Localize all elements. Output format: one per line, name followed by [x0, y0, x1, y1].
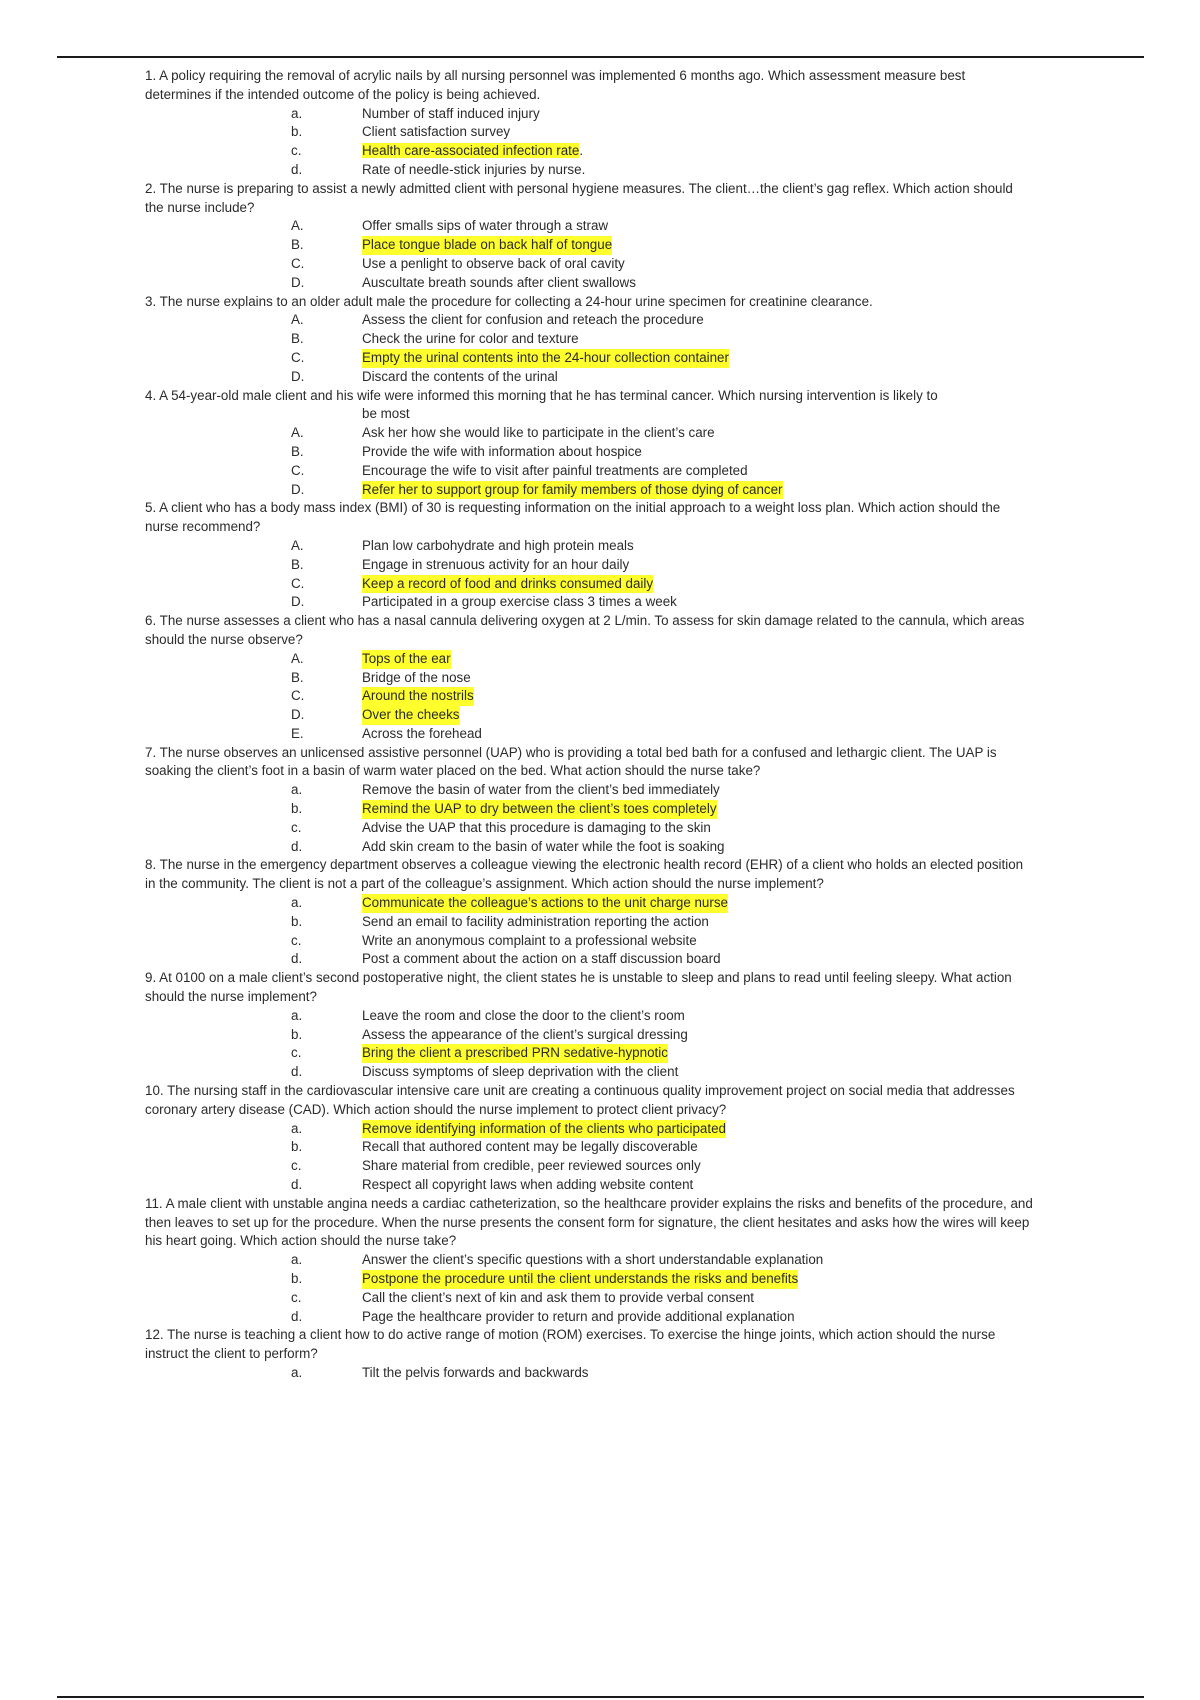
answer-option — [145, 575, 1035, 594]
option-text: Assess the client for confusion and reteach the procedure — [362, 312, 704, 328]
question-stem — [145, 744, 1035, 782]
option-letter: c. — [291, 932, 302, 948]
question-text: The nursing staff in the cardiovascular intensive care unit are creating a continuous quality improvement project on social media that addresses coronary artery disease (CAD). Which action should the nurse implement to protect client privacy? — [145, 1083, 1015, 1117]
option-letter: b. — [291, 913, 303, 929]
answer-option — [145, 1120, 1035, 1139]
option-letter: A. — [291, 650, 304, 666]
answer-option — [145, 1176, 1035, 1195]
question-text: The nurse assesses a client who has a nasal cannula delivering oxygen at 2 L/min. To assess for skin damage related to the cannula, which areas should the nurse observe? — [145, 613, 1025, 647]
question-text: A male client with unstable angina needs a cardiac catheterization, so the healthcare provider explains the risks and benefits of the procedure, and then leaves to set up for the procedure. When the nurse presents the consent form for signature, the client hesitates and asks how the wires will keep his heart going. Which action should the nurse take? — [145, 1195, 1033, 1249]
option-text-highlighted: Remind the UAP to dry between the client’s toes completely — [362, 800, 717, 819]
option-text: Encourage the wife to visit after painful treatments are completed — [362, 462, 748, 478]
option-highlight: Health care-associated infection rate — [362, 143, 580, 159]
option-letter: B. — [291, 556, 304, 572]
question-text: The nurse is preparing to assist a newly admitted client with personal hygiene measures. The client…the client’s gag reflex. Which action should the nurse include? — [145, 180, 1013, 215]
question-text: The nurse explains to an older adult male the procedure for collecting a 24-hour urine specimen for creatinine clearance. — [159, 293, 873, 309]
option-text: Leave the room and close the door to the client’s room — [362, 1007, 685, 1023]
option-letter: c. — [291, 1158, 302, 1174]
option-letter: d. — [291, 1064, 303, 1080]
option-text: Check the urine for color and texture — [362, 331, 579, 347]
answer-option — [145, 161, 1035, 180]
question-number: 2. — [145, 180, 157, 196]
answer-option — [145, 1289, 1035, 1308]
option-letter: a. — [291, 1120, 303, 1136]
question-stem — [145, 1326, 1035, 1364]
question-text: The nurse observes an unlicensed assistive personnel (UAP) who is providing a total bed bath for a confused and lethargic client. The UAP is soaking the client’s foot in a basin of warm water placed on the bed. What action should the nurse take? — [145, 744, 997, 779]
answer-option — [145, 1138, 1035, 1157]
option-letter: C. — [291, 255, 305, 271]
option-text-highlighted: Postpone the procedure until the client understands the risks and benefits — [362, 1270, 798, 1289]
option-letter: C. — [291, 575, 305, 591]
option-text: Discard the contents of the urinal — [362, 368, 558, 384]
question-text-continuation: be most — [362, 406, 410, 422]
option-text: Offer smalls sips of water through a straw — [362, 218, 609, 234]
question-number: 11. — [145, 1195, 163, 1211]
option-text-highlighted: Over the cheeks — [362, 706, 460, 725]
option-suffix: . — [579, 143, 584, 159]
answer-option — [145, 537, 1035, 556]
answer-option — [145, 650, 1035, 669]
question-number: 3. — [145, 293, 157, 309]
option-letter: d. — [291, 1308, 303, 1324]
option-text-highlighted: Keep a record of food and drinks consumed daily — [362, 575, 653, 594]
option-text: Ask her how she would like to participate in the client’s care — [362, 425, 715, 441]
answer-option — [145, 1270, 1035, 1289]
question-9 — [145, 969, 1035, 1082]
option-text: Client satisfaction survey — [362, 124, 511, 140]
option-text-highlighted: Around the nostrils — [362, 687, 474, 706]
question-5 — [145, 499, 1035, 612]
option-letter: a. — [291, 105, 303, 121]
answer-option — [145, 1063, 1035, 1082]
question-1 — [145, 67, 1035, 180]
option-text: Discuss symptoms of sleep deprivation with the client — [362, 1064, 679, 1080]
option-letter: d. — [291, 161, 303, 177]
question-stem — [145, 387, 1035, 406]
option-text: Advise the UAP that this procedure is damaging to the skin — [362, 819, 711, 835]
question-stem — [145, 180, 1035, 218]
answer-option — [145, 1026, 1035, 1045]
question-number: 6. — [145, 613, 157, 629]
option-text: Use a penlight to observe back of oral cavity — [362, 255, 625, 271]
question-2 — [145, 180, 1035, 293]
option-text: Answer the client’s specific questions with a short understandable explanation — [362, 1252, 824, 1268]
answer-option — [145, 687, 1035, 706]
option-letter: c. — [291, 1045, 302, 1061]
answer-option — [145, 932, 1035, 951]
answer-option — [145, 950, 1035, 969]
option-text-highlighted: Bring the client a prescribed PRN sedative-hypnotic — [362, 1044, 668, 1063]
option-letter: a. — [291, 1364, 303, 1380]
answer-option — [145, 330, 1035, 349]
option-letter: D. — [291, 368, 305, 384]
question-number: 10. — [145, 1083, 164, 1099]
answer-option — [145, 236, 1035, 255]
question-number: 12. — [145, 1327, 164, 1343]
question-number: 9. — [145, 970, 157, 986]
document-body — [145, 67, 1035, 1383]
option-text-highlighted: Place tongue blade on back half of tongue — [362, 236, 612, 255]
question-stem — [145, 293, 1035, 312]
answer-option — [145, 142, 1035, 161]
answer-option — [145, 800, 1035, 819]
answer-option — [145, 669, 1035, 688]
option-letter: B. — [291, 237, 304, 253]
option-letter: d. — [291, 838, 303, 854]
question-3 — [145, 293, 1035, 387]
question-stem — [145, 1195, 1035, 1251]
question-stem — [145, 499, 1035, 537]
option-letter: C. — [291, 462, 305, 478]
option-letter: c. — [291, 819, 302, 835]
option-letter: c. — [291, 143, 302, 159]
option-text-highlighted — [362, 142, 583, 161]
answer-option — [145, 217, 1035, 236]
question-10 — [145, 1082, 1035, 1195]
question-number: 5. — [145, 500, 157, 516]
answer-option — [145, 1251, 1035, 1270]
option-text: Participated in a group exercise class 3 times a week — [362, 594, 677, 610]
option-text-highlighted: Empty the urinal contents into the 24-hour collection container — [362, 349, 729, 368]
option-text: Number of staff induced injury — [362, 105, 540, 121]
option-text: Assess the appearance of the client’s surgical dressing — [362, 1026, 688, 1042]
answer-option — [145, 706, 1035, 725]
answer-option — [145, 462, 1035, 481]
answer-option — [145, 311, 1035, 330]
top-rule — [57, 56, 1144, 58]
option-text: Provide the wife with information about hospice — [362, 443, 642, 459]
option-text: Auscultate breath sounds after client swallows — [362, 274, 636, 290]
question-text: The nurse in the emergency department observes a colleague viewing the electronic health record (EHR) of a client who holds an elected position in the community. The client is not a part of the colleague’s assignment. Which action should the nurse implement? — [145, 857, 1024, 892]
option-letter: B. — [291, 443, 304, 459]
option-text: Page the healthcare provider to return and provide additional explanation — [362, 1308, 795, 1324]
answer-option — [145, 1044, 1035, 1063]
question-number: 7. — [145, 744, 157, 760]
answer-option — [145, 913, 1035, 932]
question-text: The nurse is teaching a client how to do active range of motion (ROM) exercises. To exercise the hinge joints, which action should the nurse instruct the client to perform? — [145, 1327, 996, 1362]
option-letter: B. — [291, 669, 304, 685]
question-stem — [145, 67, 1035, 105]
option-text-highlighted: Refer her to support group for family members of those dying of cancer — [362, 481, 783, 500]
question-text: A policy requiring the removal of acrylic nails by all nursing personnel was implemented 6 months ago. Which assessment measure best determines if the intended outcome of the policy is being achieved. — [145, 68, 966, 102]
option-text: Across the forehead — [362, 725, 482, 741]
option-text-highlighted: Remove identifying information of the clients who participated — [362, 1120, 726, 1139]
option-letter: C. — [291, 349, 305, 365]
option-text: Post a comment about the action on a staff discussion board — [362, 951, 721, 967]
question-8 — [145, 856, 1035, 969]
answer-option — [145, 255, 1035, 274]
question-11 — [145, 1195, 1035, 1327]
question-stem — [145, 856, 1035, 894]
option-text: Plan low carbohydrate and high protein meals — [362, 537, 634, 553]
answer-option — [145, 819, 1035, 838]
option-letter: a. — [291, 895, 303, 911]
option-letter: a. — [291, 1007, 303, 1023]
option-letter: C. — [291, 688, 305, 704]
option-text: Add skin cream to the basin of water while the foot is soaking — [362, 838, 725, 854]
option-text-highlighted: Communicate the colleague’s actions to the unit charge nurse — [362, 894, 728, 913]
option-letter: a. — [291, 782, 303, 798]
question-4 — [145, 387, 1035, 500]
option-letter: b. — [291, 801, 303, 817]
option-letter: D. — [291, 274, 305, 290]
option-text: Engage in strenuous activity for an hour daily — [362, 556, 630, 572]
answer-option — [145, 481, 1035, 500]
option-text: Rate of needle-stick injuries by nurse. — [362, 161, 586, 177]
option-text: Call the client’s next of kin and ask them to provide verbal consent — [362, 1289, 755, 1305]
question-7 — [145, 744, 1035, 857]
option-text: Respect all copyright laws when adding website content — [362, 1177, 694, 1193]
answer-option — [145, 424, 1035, 443]
answer-option — [145, 556, 1035, 575]
option-letter: D. — [291, 481, 305, 497]
option-letter: a. — [291, 1252, 303, 1268]
option-text: Tilt the pelvis forwards and backwards — [362, 1364, 589, 1380]
option-letter: A. — [291, 425, 304, 441]
question-text: At 0100 on a male client’s second postoperative night, the client states he is unstable to sleep and plans to read until feeling sleepy. What action should the nurse implement? — [145, 970, 1012, 1005]
answer-option — [145, 781, 1035, 800]
option-text: Send an email to facility administration reporting the action — [362, 913, 709, 929]
question-stem — [145, 612, 1035, 650]
answer-option — [145, 1308, 1035, 1327]
question-number: 4. — [145, 387, 157, 403]
answer-option — [145, 368, 1035, 387]
question-stem — [145, 969, 1035, 1007]
question-stem — [145, 1082, 1035, 1120]
answer-option — [145, 1157, 1035, 1176]
option-text: Recall that authored content may be legally discoverable — [362, 1139, 698, 1155]
question-number: 1. — [145, 68, 157, 83]
answer-option — [145, 1007, 1035, 1026]
option-letter: b. — [291, 1026, 303, 1042]
question-number: 8. — [145, 857, 157, 873]
option-letter: A. — [291, 218, 304, 234]
answer-option — [145, 105, 1035, 124]
option-letter: D. — [291, 707, 305, 723]
option-letter: E. — [291, 725, 304, 741]
option-letter: D. — [291, 594, 305, 610]
option-letter: d. — [291, 1177, 303, 1193]
answer-option — [145, 894, 1035, 913]
answer-option — [145, 838, 1035, 857]
answer-option — [145, 274, 1035, 293]
bottom-rule — [57, 1696, 1144, 1698]
option-letter: b. — [291, 1139, 303, 1155]
option-letter: B. — [291, 331, 304, 347]
answer-option — [145, 1364, 1035, 1383]
answer-option — [145, 349, 1035, 368]
option-text: Remove the basin of water from the client’s bed immediately — [362, 782, 720, 798]
question-text: A client who has a body mass index (BMI) of 30 is requesting information on the initial approach to a weight loss plan. Which action should the nurse recommend? — [145, 500, 1001, 535]
answer-option — [145, 123, 1035, 142]
option-letter: c. — [291, 1289, 302, 1305]
question-12 — [145, 1326, 1035, 1382]
option-letter: b. — [291, 124, 303, 140]
answer-option — [145, 725, 1035, 744]
answer-option — [145, 593, 1035, 612]
question-6 — [145, 612, 1035, 744]
option-text: Share material from credible, peer reviewed sources only — [362, 1158, 701, 1174]
option-text: Write an anonymous complaint to a professional website — [362, 932, 697, 948]
option-text-highlighted: Tops of the ear — [362, 650, 451, 669]
question-text: A 54-year-old male client and his wife were informed this morning that he has terminal cancer. Which nursing intervention is likely to — [159, 387, 938, 403]
option-letter: A. — [291, 312, 304, 328]
option-letter: A. — [291, 537, 304, 553]
option-letter: b. — [291, 1271, 303, 1286]
option-text: Bridge of the nose — [362, 669, 471, 685]
option-letter: d. — [291, 951, 303, 967]
answer-option — [145, 443, 1035, 462]
